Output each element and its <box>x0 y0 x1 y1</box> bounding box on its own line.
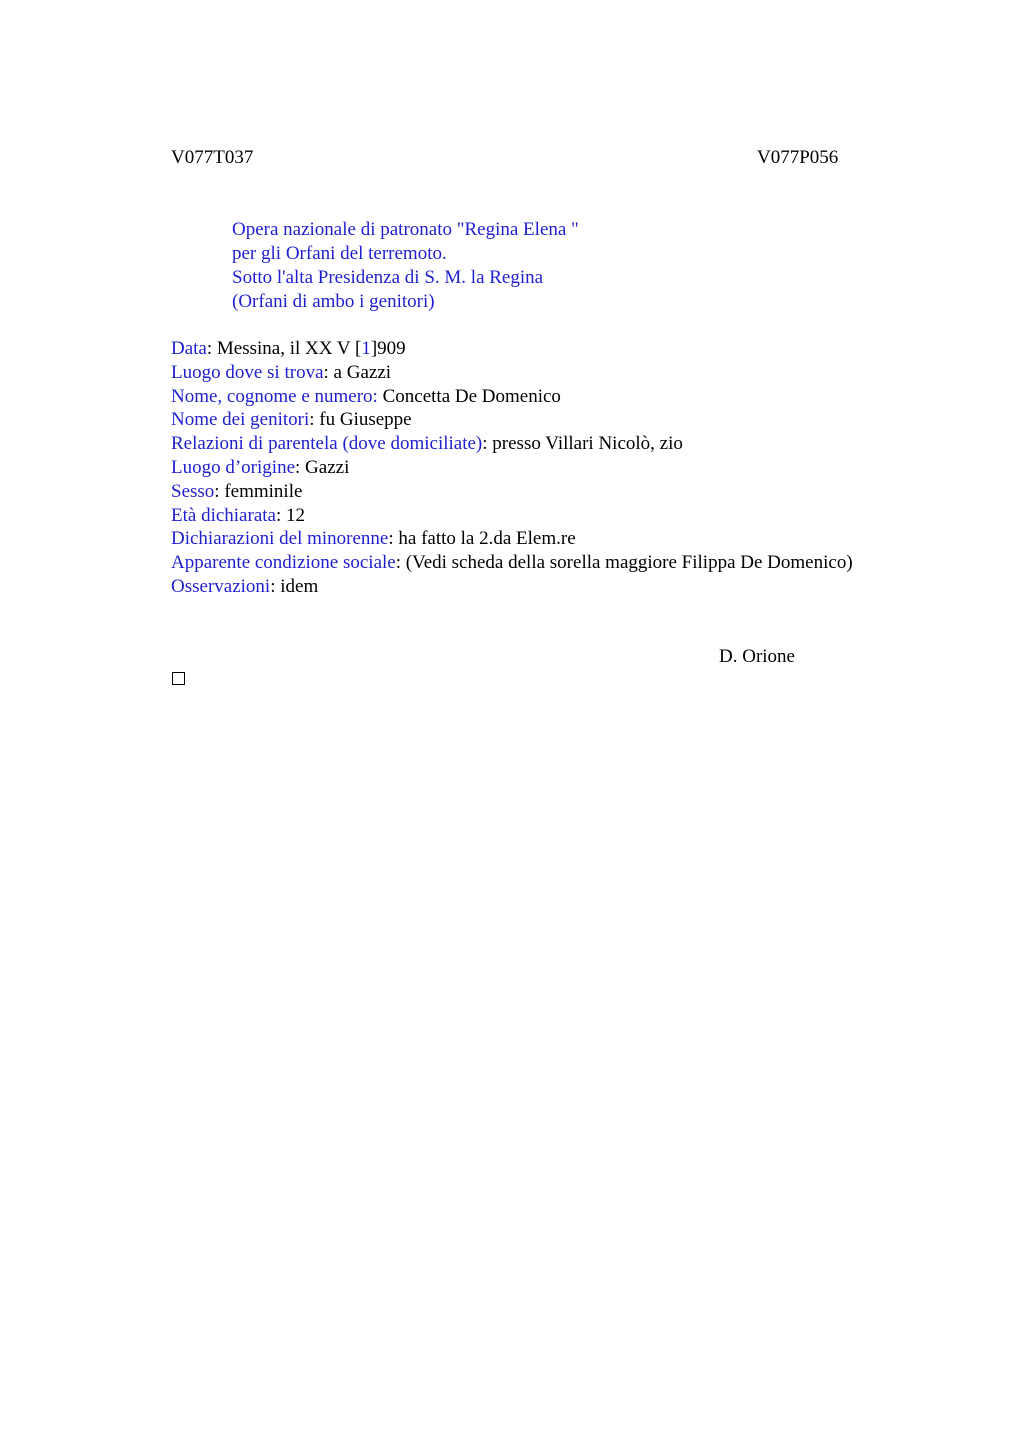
field-value: : idem <box>270 575 319 597</box>
institution-heading <box>232 218 579 314</box>
field-nome <box>171 385 853 409</box>
field-genitori <box>171 408 853 432</box>
field-value: : fu Giuseppe <box>309 409 412 431</box>
field-value: : 12 <box>275 504 305 526</box>
heading-line-4: (Orfani di ambo i genitori) <box>232 291 435 312</box>
field-condizione <box>171 551 853 575</box>
field-label: Luogo dove si trova <box>171 361 324 383</box>
field-eta <box>171 504 853 528</box>
heading-line-1: Opera nazionale di patronato "Regina Elena " <box>232 219 579 240</box>
field-value: : Gazzi <box>295 456 350 478</box>
field-value: : presso Villari Nicolò, zio <box>482 433 683 455</box>
record-fields <box>171 337 853 599</box>
document-code-right: V077P056 <box>757 147 839 168</box>
field-value: : (Vedi scheda della sorella maggiore Filippa De Domenico) <box>395 552 853 574</box>
field-value: : Messina, il XX V [ <box>206 338 362 359</box>
field-luogo-dove <box>171 361 853 385</box>
heading-line-3: Sotto l'alta Presidenza di S. M. la Regina <box>232 267 544 288</box>
field-dichiarazioni <box>171 527 853 551</box>
field-value-bracket: 1 <box>361 338 371 359</box>
signature: D. Orione <box>719 646 795 667</box>
field-label: Nome dei genitori <box>171 409 310 431</box>
field-origine <box>171 456 853 480</box>
field-sesso <box>171 480 853 504</box>
field-osservazioni <box>171 575 853 599</box>
field-label: Data <box>171 338 207 359</box>
field-value: : femminile <box>214 480 303 502</box>
field-label: Età dichiarata <box>171 504 276 526</box>
document-code-left: V077T037 <box>171 147 254 168</box>
field-label: Osservazioni <box>171 575 271 597</box>
heading-line-2: per gli Orfani del terremoto. <box>232 243 447 264</box>
field-value: : ha fatto la 2.da Elem.re <box>388 528 576 550</box>
field-label: Sesso <box>171 480 215 502</box>
field-value: ]909 <box>370 338 406 359</box>
field-label: Apparente condizione sociale <box>171 552 396 574</box>
field-label: Relazioni di parentela (dove domiciliate) <box>171 433 483 455</box>
field-relazioni <box>171 432 853 456</box>
field-label: Dichiarazioni del minorenne <box>171 528 389 550</box>
field-value: : a Gazzi <box>323 361 392 383</box>
field-label: Nome, cognome e numero: <box>171 385 378 407</box>
field-data <box>171 337 853 361</box>
field-label: Luogo d’origine <box>171 456 296 478</box>
field-value: Concetta De Domenico <box>377 385 561 407</box>
checkbox-icon <box>172 672 185 685</box>
